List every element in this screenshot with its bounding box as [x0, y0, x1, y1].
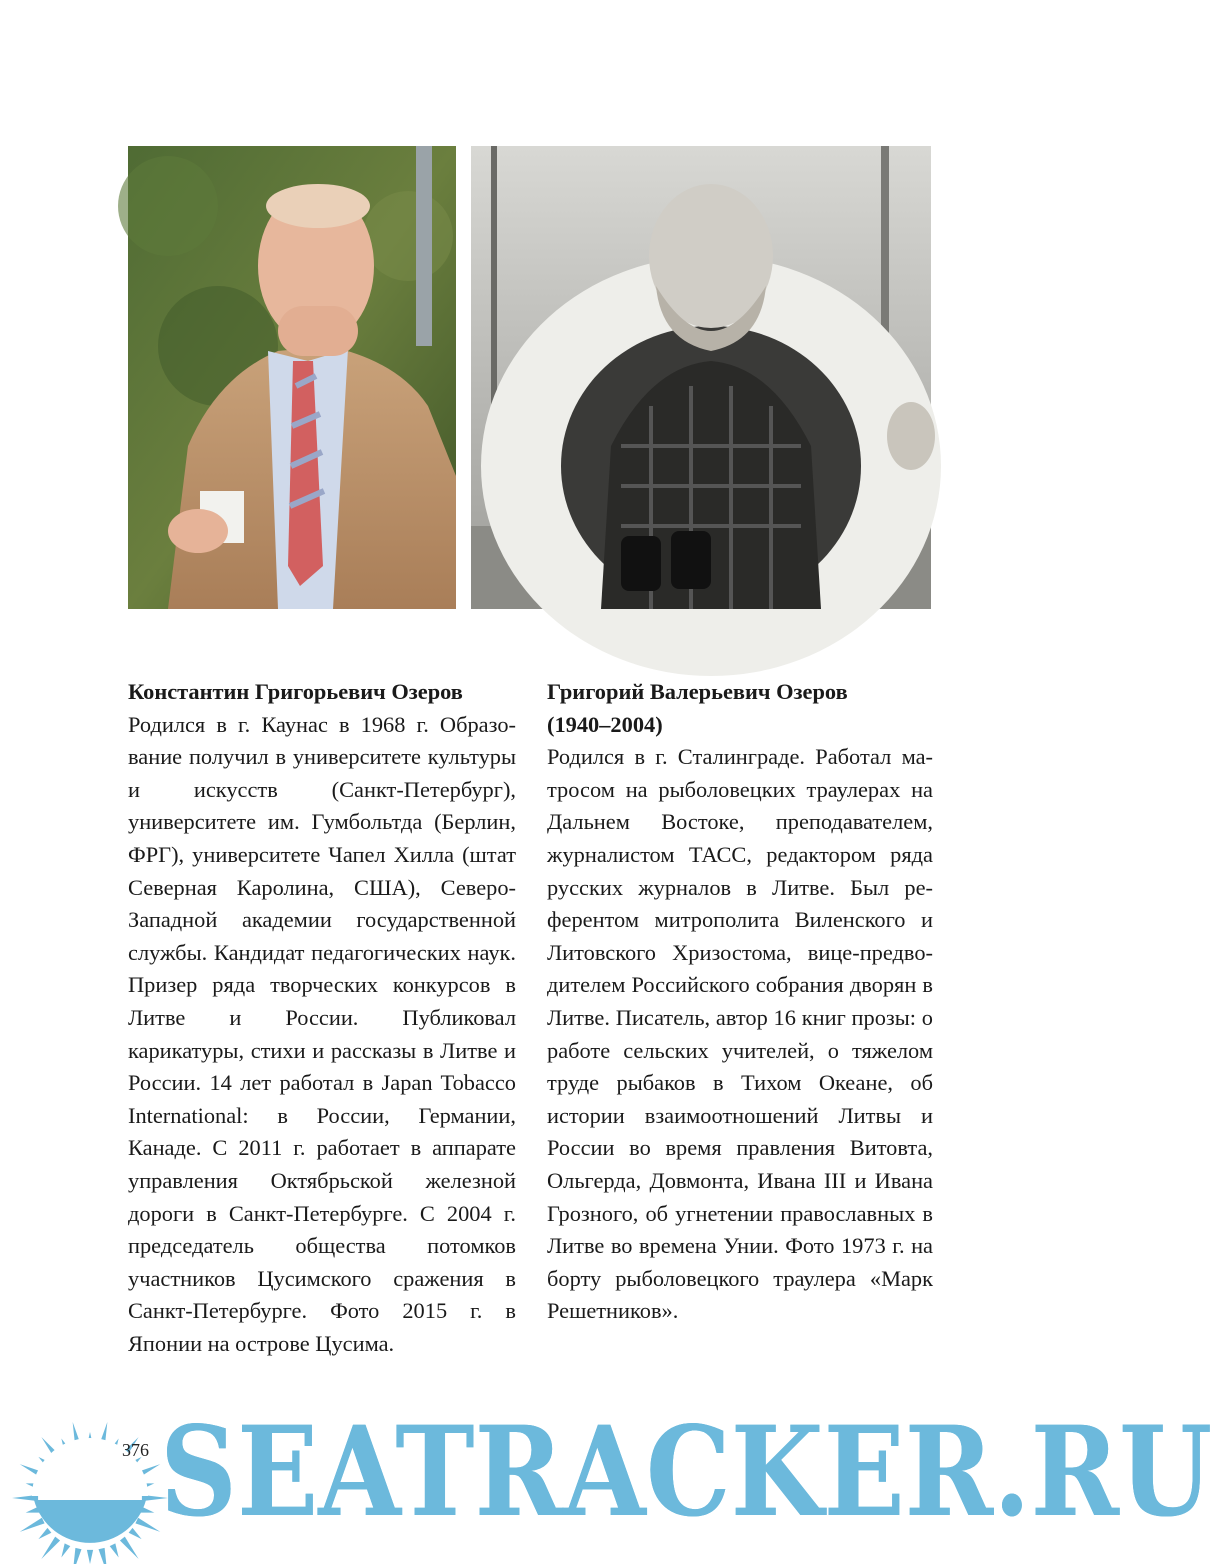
photo-grigoriy-ozerov: [471, 146, 931, 609]
person-bio: Родился в г. Сталинграде. Работал матросом на рыболовецких траулерах на Дальнем Востоке, преподавателем, журналистом ТАСС, редактором ряда русских журналов в Литве. Был референтом митрополита Виленского и Литовского Хризостома, вице-предводителем Российского собрания дворян в Литве. Писатель, автор 16 книг прозы: о работе сельских учителей, о тяжелом труде рыбаков в Тихом Океане, об истории взаимоотношений Литвы и России во время правления Витовта, Ольгерда, Довмонта, Ивана III и Ивана Грозного, об угнетении православных в Литве во времена Унии. Фото 1973 г. на борту рыболовецкого траулера «Марк Решетников».: [547, 744, 933, 1324]
portrait-photo-bw-icon: [471, 146, 931, 609]
person-bio: Родился в г. Каунас в 1968 г. Образование получил в университете культуры и искусств (Санкт-Петербург), университете им. Гумбольтда (Берлин, ФРГ), университете Чапел Хилла (штат Северная Каролина, США), Северо-Западной академии государственной службы. Кандидат педагогических наук. Призер ряда творческих конкурсов в Литве и России. Публиковал карикатуры, стихи и рассказы в Литве и России. 14 лет работал в Japan Tobacco International: в России, Германии, Канаде. С 2011 г. работает в аппарате управления Октябрьской железной дороги в Санкт-Петербурге. С 2004 г. председатель общества потомков участников Цусимского сражения в Санкт-Петербурге. Фото 2015 г. в Японии на острове Цусима.: [128, 711, 516, 1356]
page-number: 376: [122, 1440, 149, 1460]
sun-ray: [38, 1528, 51, 1539]
sun-ray: [110, 1543, 119, 1557]
photo-konstantin-ozerov: [128, 146, 456, 609]
sun-ray: [129, 1528, 142, 1539]
sun-ray: [99, 1548, 108, 1564]
sun-ray: [61, 1543, 70, 1557]
person-name: Григорий Валерьевич Озеров: [547, 679, 848, 704]
person-years: (1940–2004): [547, 711, 663, 737]
watermark-logo: SEATRACKER.RU: [160, 1400, 1212, 1545]
sun-ray: [120, 1537, 139, 1559]
bio-grigoriy: [547, 676, 933, 1328]
sun-ray: [73, 1548, 82, 1564]
person-name: Константин Григорьевич Озеров: [128, 679, 463, 704]
bio-konstantin: [128, 676, 516, 1360]
sun-icon: [10, 1400, 180, 1560]
sun-ray: [20, 1518, 45, 1532]
sun-ray: [87, 1550, 93, 1564]
sun-ray: [41, 1537, 60, 1559]
portrait-photo-color-icon: [128, 146, 456, 609]
sun-ray: [135, 1518, 160, 1532]
